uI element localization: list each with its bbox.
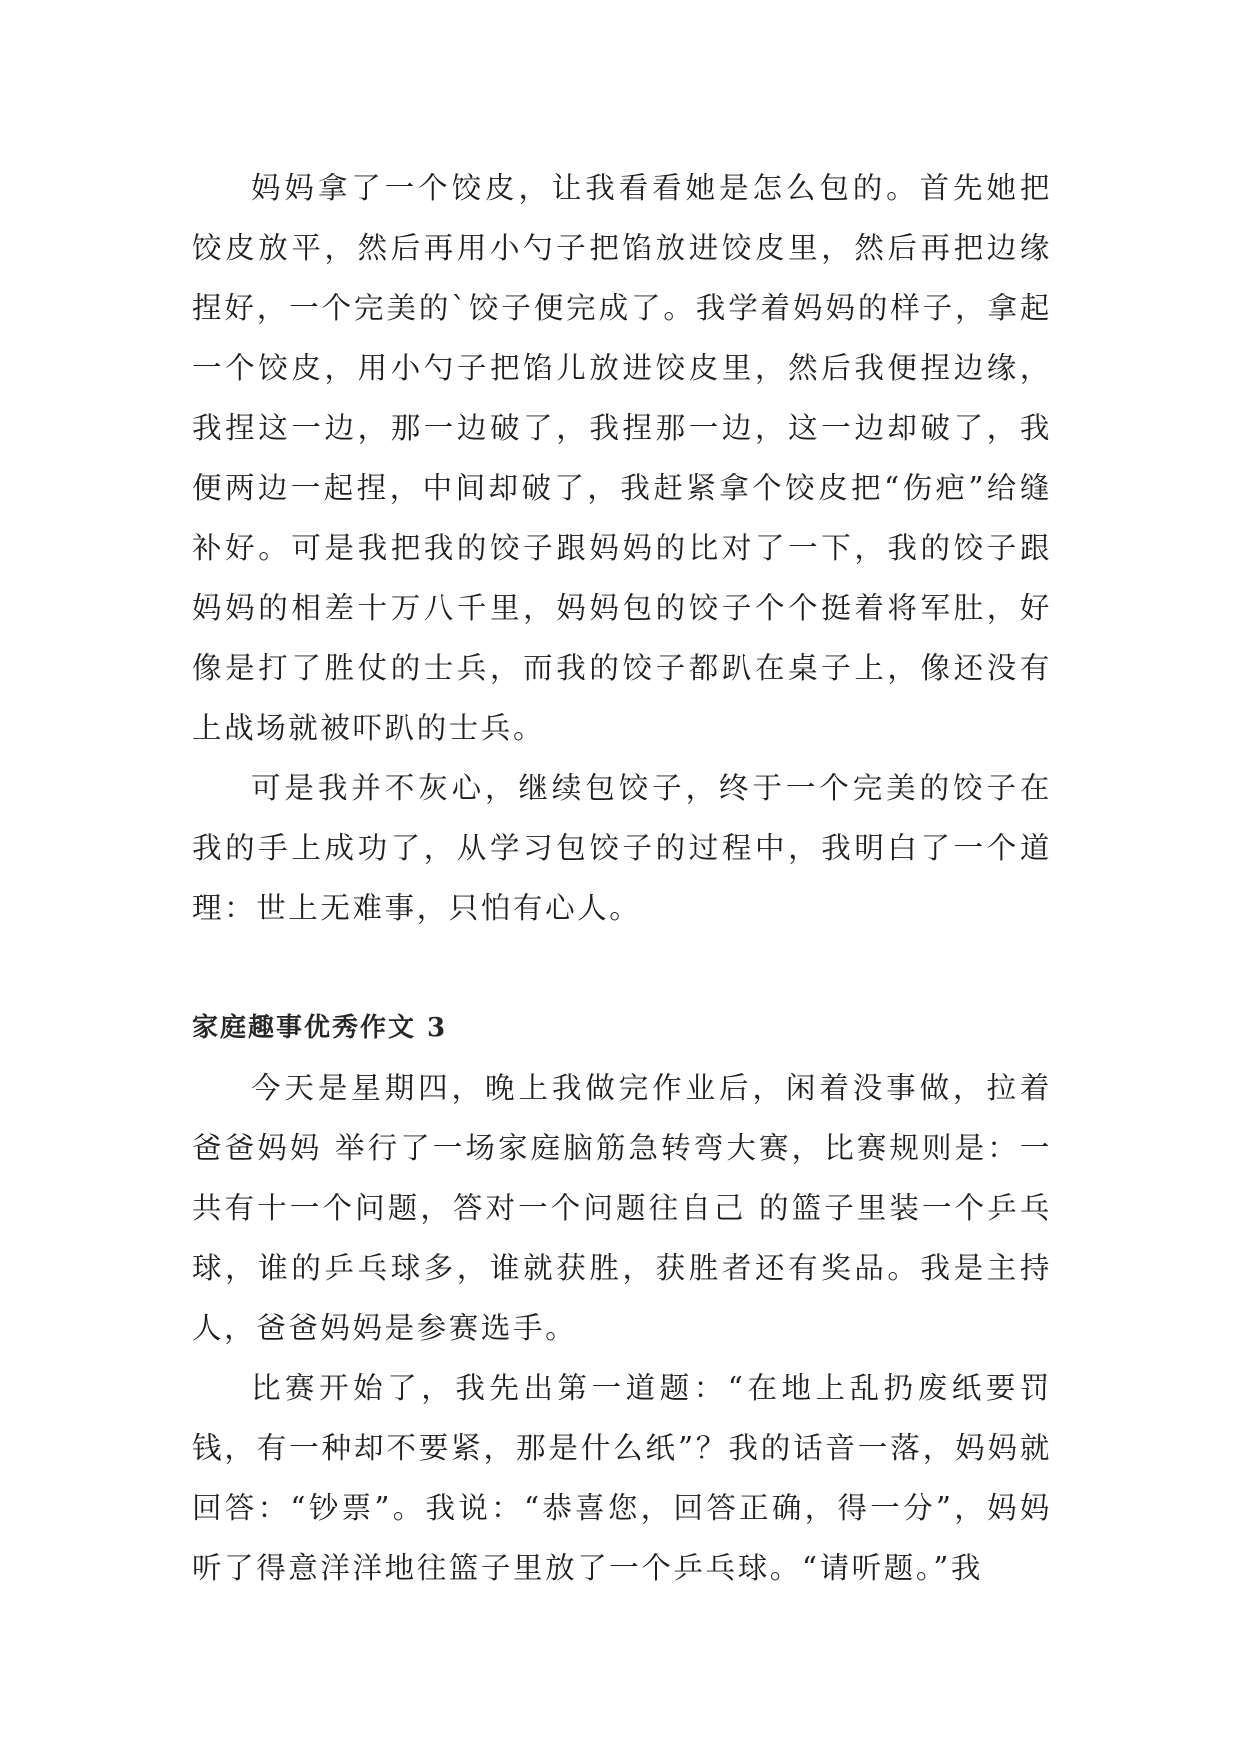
paragraph: 可是我并不灰心，继续包饺子，终于一个完美的饺子在我的手上成功了，从学习包饺子的过程中，我明白了一个道理：世上无难事，只怕有心人。 — [192, 771, 1052, 925]
paragraph: 比赛开始了，我先出第一道题：“在地上乱扔废纸要罚钱，有一种却不要紧，那是什么纸”？我的话音一落，妈妈就回答：“钞票”。我说：“恭喜您，回答正确，得一分”，妈妈听了得意洋洋地往篮子里放了一个乒乓球。“请听题。”我 — [192, 1371, 1052, 1585]
paragraph: 妈妈拿了一个饺皮，让我看看她是怎么包的。首先她把饺皮放平，然后再用小勺子把馅放进饺皮里，然后再把边缘捏好，一个完美的`饺子便完成了。我学着妈妈的样子，拿起一个饺皮，用小勺子把馅儿放进饺皮里，然后我便捏边缘，我捏这一边，那一边破了，我捏那一边，这一边却破了，我便两边一起捏，中间却破了，我赶紧拿个饺皮把“伤疤”给缝补好。可是我把我的饺子跟妈妈的比对了一下，我的饺子跟妈妈的相差十万八千里，妈妈包的饺子个个挺着将军肚，好像是打了胜仗的士兵，而我的饺子都趴在桌子上，像还没有上战场就被吓趴的士兵。 — [192, 171, 1052, 745]
section-title: 家庭趣事优秀作文 3 — [192, 1013, 448, 1043]
paragraph: 今天是星期四，晚上我做完作业后，闲着没事做，拉着爸爸妈妈 举行了一场家庭脑筋急转弯大赛，比赛规则是：一共有十一个问题，答对一个问题往自己 的篮子里装一个乒乓球，谁的乒乓球多，谁就获胜，获胜者还有奖品。我是主持人，爸爸妈妈是参赛选手。 — [192, 1071, 1052, 1345]
document-page — [192, 158, 1052, 1598]
